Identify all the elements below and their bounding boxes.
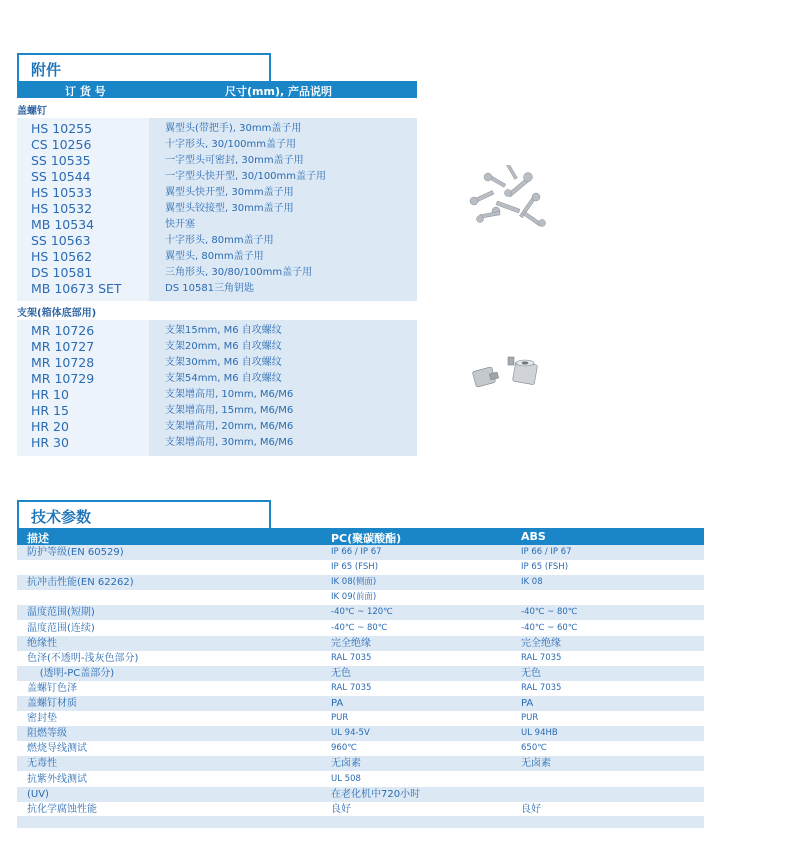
- pc-value: RAL 7035: [331, 652, 372, 663]
- tech-label: (透明-PC盖部分): [27, 667, 115, 679]
- pc-value: PA: [331, 698, 344, 709]
- tech-label: 燃烧导线测试: [27, 743, 87, 755]
- order-number: HS 10533: [31, 185, 93, 200]
- pc-value: 无色: [331, 667, 351, 679]
- accessory-row: [17, 281, 417, 297]
- product-description: 翼型头铰接型, 30mm盖子用: [165, 203, 294, 214]
- tech-row: [17, 560, 704, 575]
- accessory-row: [17, 419, 417, 435]
- product-description: 一字型头可密封, 30mm盖子用: [165, 155, 304, 166]
- tech-label: 密封垫: [27, 713, 57, 725]
- pc-value: IP 66 / IP 67: [331, 547, 382, 557]
- tech-col-pc: PC(聚碳酸酯): [331, 532, 402, 545]
- product-description: 十字形头, 30/100mm盖子用: [165, 139, 297, 150]
- pc-value: 无卤素: [331, 758, 361, 770]
- pc-value: 960℃: [331, 743, 357, 754]
- order-number: MB 10673 SET: [31, 281, 122, 296]
- pc-value: 良好: [331, 803, 351, 815]
- accessory-row: [17, 217, 417, 233]
- abs-value: 650℃: [521, 743, 547, 754]
- tech-row: [17, 575, 704, 590]
- col-desc-header: 尺寸(mm), 产品说明: [225, 85, 332, 98]
- order-number: HR 15: [31, 403, 69, 418]
- order-number: HS 10562: [31, 249, 93, 264]
- cover-screws-panel: [17, 118, 417, 301]
- accessory-row: [17, 249, 417, 265]
- tech-row: [17, 590, 704, 605]
- tech-col-abs: ABS: [521, 530, 546, 543]
- order-number: SS 10563: [31, 233, 91, 248]
- product-description: 翼型头快开型, 30mm盖子用: [165, 187, 294, 198]
- product-description: DS 10581三角钥匙: [165, 283, 255, 294]
- accessory-row: [17, 355, 417, 371]
- col-order-header: 订 货 号: [65, 85, 106, 98]
- accessory-row: [17, 435, 417, 451]
- order-number: HS 10255: [31, 121, 93, 136]
- accessory-row: [17, 137, 417, 153]
- order-number: CS 10256: [31, 137, 92, 152]
- mounting-feet-panel: [17, 320, 417, 456]
- tech-label: (UV): [27, 788, 49, 800]
- accessory-row: [17, 371, 417, 387]
- mounting-feet-product-image: [468, 355, 552, 397]
- pc-value: IK 08(侧面): [331, 577, 377, 588]
- tech-label: 色泽(不透明-浅灰色部分): [27, 652, 139, 664]
- abs-value: 良好: [521, 803, 541, 815]
- pc-value: -40℃ ~ 120℃: [331, 607, 393, 618]
- tech-title: 技术参数: [31, 508, 92, 526]
- order-number: MR 10727: [31, 339, 95, 354]
- tech-label: 阻燃等级: [27, 728, 67, 740]
- tech-row: [17, 802, 704, 817]
- tech-label: 防护等级(EN 60529): [27, 547, 124, 558]
- abs-value: IP 66 / IP 67: [521, 547, 572, 557]
- tech-label: 盖螺钉色泽: [27, 682, 77, 694]
- tech-row: [17, 605, 704, 620]
- tech-label: 无毒性: [27, 758, 57, 770]
- order-number: MR 10729: [31, 371, 95, 386]
- abs-value: 无卤素: [521, 758, 551, 770]
- product-description: 支架30mm, M6 自攻螺纹: [165, 357, 282, 368]
- product-description: 支架54mm, M6 自攻螺纹: [165, 373, 282, 384]
- pc-value: PUR: [331, 713, 349, 724]
- order-number: HR 20: [31, 419, 69, 434]
- tech-row: [17, 666, 704, 681]
- abs-value: IP 65 (FSH): [521, 562, 569, 573]
- order-number: MB 10534: [31, 217, 95, 232]
- order-number: HS 10532: [31, 201, 93, 216]
- order-number: HR 30: [31, 435, 69, 450]
- product-description: 支架增高用, 20mm, M6/M6: [165, 421, 294, 432]
- accessory-row: [17, 339, 417, 355]
- abs-value: IK 08: [521, 577, 543, 588]
- product-description: 支架增高用, 10mm, M6/M6: [165, 389, 294, 400]
- product-description: 十字形头, 80mm盖子用: [165, 235, 274, 246]
- abs-value: RAL 7035: [521, 652, 562, 663]
- accessory-row: [17, 201, 417, 217]
- order-number: SS 10544: [31, 169, 91, 184]
- tech-row: [17, 621, 704, 636]
- abs-value: PA: [521, 698, 534, 709]
- accessory-row: [17, 121, 417, 137]
- product-description: 支架增高用, 30mm, M6/M6: [165, 437, 294, 448]
- tech-row: [17, 741, 704, 756]
- pc-value: UL 508: [331, 773, 361, 784]
- abs-value: UL 94HB: [521, 728, 558, 739]
- order-number: MR 10728: [31, 355, 95, 370]
- pc-value: -40℃ ~ 80℃: [331, 622, 388, 633]
- tech-label: 绝缘性: [27, 637, 57, 649]
- pc-value: IP 65 (FSH): [331, 562, 379, 573]
- tech-row: [17, 756, 704, 771]
- tech-label: 盖螺钉材质: [27, 698, 77, 709]
- pc-value: 在老化机中720小时: [331, 788, 421, 800]
- tech-col-desc: 描述: [27, 532, 49, 545]
- product-description: 三角形头, 30/80/100mm盖子用: [165, 267, 313, 278]
- accessory-row: [17, 169, 417, 185]
- accessory-row: [17, 323, 417, 339]
- abs-value: RAL 7035: [521, 682, 562, 693]
- product-description: 翼型头, 80mm盖子用: [165, 251, 264, 262]
- accessory-row: [17, 233, 417, 249]
- tech-label: 温度范围(短期): [27, 607, 95, 619]
- tech-label: 抗紫外线测试: [27, 773, 87, 785]
- product-description: 翼型头(带把手), 30mm盖子用: [165, 123, 302, 134]
- abs-value: PUR: [521, 713, 539, 724]
- screws-product-image: [466, 165, 552, 237]
- tech-label: 抗化学腐蚀性能: [27, 803, 97, 815]
- tech-row: [17, 545, 704, 560]
- tech-title-tab: [17, 500, 271, 528]
- abs-value: 完全绝缘: [521, 637, 561, 649]
- abs-value: -40℃ ~ 80℃: [521, 607, 578, 618]
- order-number: SS 10535: [31, 153, 91, 168]
- abs-value: -40℃ ~ 60℃: [521, 622, 578, 633]
- order-number: HR 10: [31, 387, 69, 402]
- pc-value: IK 09(前面): [331, 592, 377, 603]
- group-label-cover-screws: 盖螺钉: [17, 106, 47, 117]
- tech-label: 抗冲击性能(EN 62262): [27, 577, 134, 589]
- tech-row: [17, 651, 704, 666]
- accessory-row: [17, 387, 417, 403]
- tech-row: [17, 711, 704, 726]
- accessories-header-bar: [17, 81, 417, 98]
- product-description: 快开塞: [165, 219, 195, 230]
- product-description: 支架15mm, M6 自攻螺纹: [165, 325, 282, 336]
- accessory-row: [17, 185, 417, 201]
- pc-value: 完全绝缘: [331, 637, 371, 649]
- product-description: 支架增高用, 15mm, M6/M6: [165, 405, 294, 416]
- group-label-mounting-feet: 支架(箱体底部用): [17, 308, 97, 319]
- accessory-row: [17, 153, 417, 169]
- accessories-title: 附件: [31, 61, 62, 79]
- tech-label: 温度范围(连续): [27, 622, 95, 634]
- tech-row: [17, 696, 704, 711]
- tech-row: [17, 787, 704, 802]
- accessory-row: [17, 403, 417, 419]
- tech-row: [17, 681, 704, 696]
- order-number: MR 10726: [31, 323, 95, 338]
- product-description: 支架20mm, M6 自攻螺纹: [165, 341, 282, 352]
- pc-value: RAL 7035: [331, 682, 372, 693]
- product-description: 一字型头快开型, 30/100mm盖子用: [165, 171, 327, 182]
- tech-row: [17, 636, 704, 651]
- pc-value: UL 94-5V: [331, 728, 370, 739]
- tech-header-bar: [17, 528, 704, 545]
- order-number: DS 10581: [31, 265, 93, 280]
- accessory-row: [17, 265, 417, 281]
- abs-value: 无色: [521, 667, 541, 679]
- tech-row: [17, 726, 704, 741]
- tech-row: [17, 772, 704, 787]
- accessories-title-tab: [17, 53, 271, 81]
- tech-table-footer: [17, 816, 704, 828]
